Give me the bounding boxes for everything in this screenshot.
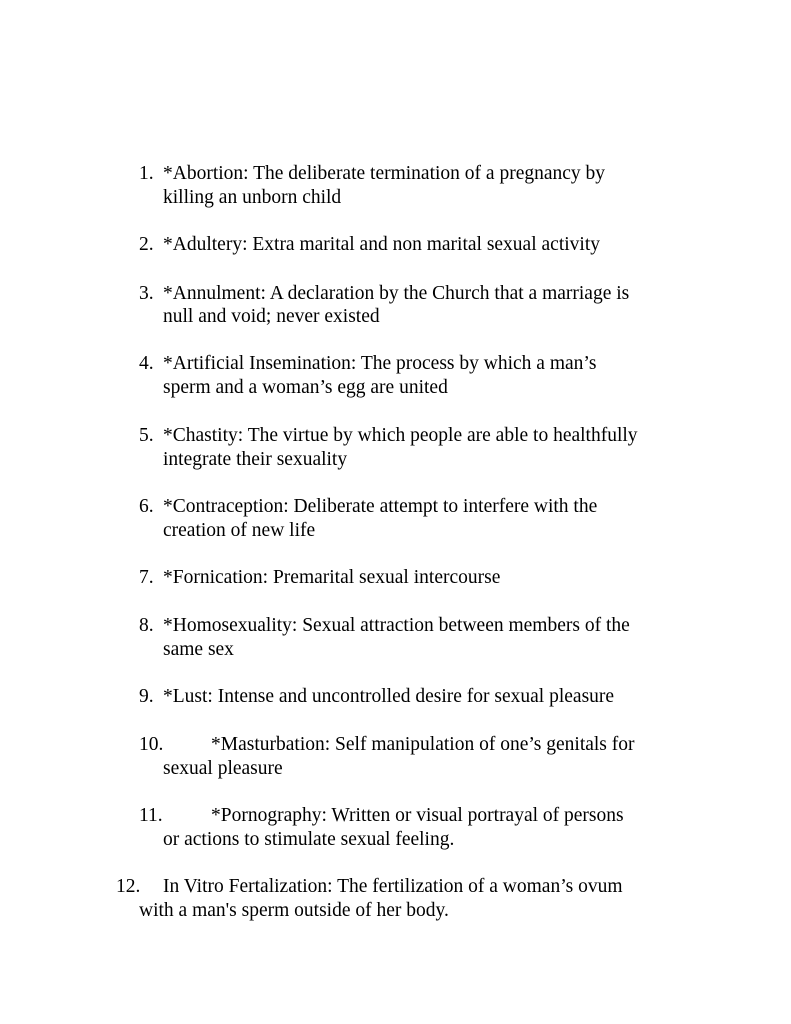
item-text: *Artificial Insemination: The process by which a man’s	[163, 353, 597, 374]
item-number: 5.	[139, 425, 154, 446]
item-number: 12.	[116, 876, 141, 897]
item-number: 10.	[139, 734, 164, 755]
item-text: same sex	[163, 639, 234, 660]
item-text: *Abortion: The deliberate termination of a pregnancy by	[163, 163, 606, 184]
item-number: 3.	[139, 283, 154, 304]
item-text: In Vitro Fertalization: The fertilization of a woman’s ovum	[163, 876, 623, 897]
item-text: *Lust: Intense and uncontrolled desire for sexual pleasure	[163, 686, 615, 707]
item-text: *Masturbation: Self manipulation of one’s genitals for	[211, 734, 635, 755]
item-text: *Fornication: Premarital sexual intercourse	[163, 567, 501, 588]
item-text: killing an unborn child	[163, 187, 342, 208]
item-text: *Homosexuality: Sexual attraction between members of the	[163, 615, 630, 636]
item-text: integrate their sexuality	[163, 449, 348, 470]
item-number: 2.	[139, 234, 154, 255]
item-number: 11.	[139, 805, 163, 826]
item-number: 1.	[139, 163, 154, 184]
item-text: sperm and a woman’s egg are united	[163, 377, 448, 398]
item-number: 9.	[139, 686, 154, 707]
item-text: *Adultery: Extra marital and non marital sexual activity	[163, 234, 600, 255]
item-text: null and void; never existed	[163, 306, 380, 327]
item-text: sexual pleasure	[163, 758, 283, 779]
item-number: 4.	[139, 353, 154, 374]
item-text: *Annulment: A declaration by the Church that a marriage is	[163, 283, 630, 304]
item-text: *Pornography: Written or visual portrayal of persons	[211, 805, 624, 826]
item-number: 6.	[139, 496, 154, 517]
item-text: or actions to stimulate sexual feeling.	[163, 829, 455, 850]
item-text: with a man's sperm outside of her body.	[139, 900, 449, 921]
item-number: 8.	[139, 615, 154, 636]
item-text: creation of new life	[163, 520, 316, 541]
item-number: 7.	[139, 567, 154, 588]
item-text: *Contraception: Deliberate attempt to interfere with the	[163, 496, 598, 517]
item-text: *Chastity: The virtue by which people are able to healthfully	[163, 425, 638, 446]
